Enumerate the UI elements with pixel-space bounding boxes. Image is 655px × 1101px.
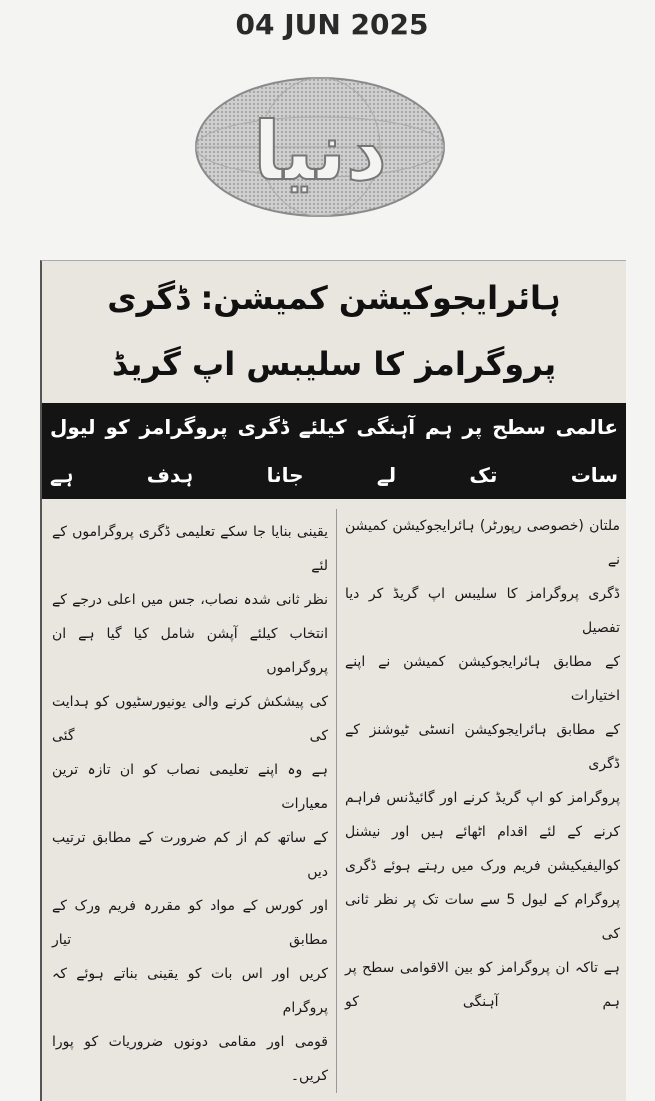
body-line: نظر ثانی شدہ نصاب، جس میں اعلی درجے کے <box>52 592 328 608</box>
body-line: انتخاب کیلئے آپشن شامل کیا گیا ہے ان پروگراموں <box>52 626 328 676</box>
body-line: یقینی بنایا جا سکے تعلیمی ڈگری پروگراموں کے لئے <box>52 524 328 574</box>
body-line: ملتان (خصوصی رپورٹر) ہائرایجوکیشن کمیشن نے <box>345 518 620 568</box>
body-line: پروگرام کے لیول 5 سے سات تک پر نظر ثانی کی <box>345 892 620 942</box>
body-line: اور کورس کے مواد کو مقررہ فریم ورک کے مطابق تیار <box>52 898 328 948</box>
article-headline: ہائرایجوکیشن کمیشن: ڈگری پروگرامز کا سلیبس اپ گریڈ <box>107 279 561 383</box>
publication-date: 04 JUN 2025 <box>235 8 429 41</box>
body-line: قومی اور مقامی دونوں ضروریات کو پورا کریں۔ <box>52 1034 328 1084</box>
body-line: کے مطابق ہائرایجوکیشن کمیشن نے اپنے اختیارات <box>345 654 620 704</box>
body-line: ہے وہ اپنے تعلیمی نصاب کو ان تازہ ترین معیارات <box>52 762 328 812</box>
body-line: کریں اور اس بات کو یقینی بناتے ہوئے کہ پروگرام <box>52 966 328 1016</box>
article-subhead: عالمی سطح پر ہم آہنگی کیلئے ڈگری پروگرامز کو لیول سات تک لے جانا ہدف ہے <box>50 415 618 487</box>
article-column-left <box>52 509 336 1093</box>
article-column-right <box>336 509 620 1093</box>
body-line: کوالیفیکیشن فریم ورک میں رہتے ہوئے ڈگری <box>345 858 620 874</box>
subhead-band <box>42 403 626 499</box>
body-line: ہے تاکہ ان پروگرامز کو بین الاقوامی سطح پر ہم آہنگی کو <box>345 960 620 1010</box>
body-line: کرنے کے لئے اقدام اٹھائے ہیں اور نیشنل <box>345 824 620 840</box>
article-columns <box>42 509 626 1101</box>
body-line: کے ساتھ کم از کم ضرورت کے مطابق ترتیب دیں <box>52 830 328 880</box>
news-clipping <box>40 260 626 1101</box>
body-line: پروگرامز کو اپ گریڈ کرنے اور گائیڈنس فراہم <box>345 790 620 806</box>
svg-text:دنیا: دنیا <box>253 105 387 198</box>
body-line: کی پیشکش کرنے والی یونیورسٹیوں کو ہدایت کی گئی <box>52 694 328 744</box>
body-line: ڈگری پروگرامز کا سلیبس اپ گریڈ کر دیا تفصیل <box>345 586 620 636</box>
body-line: کے مطابق ہائرایجوکیشن انسٹی ٹیوشنز کے ڈگری <box>345 722 620 772</box>
newspaper-logo-globe-icon <box>192 74 448 220</box>
